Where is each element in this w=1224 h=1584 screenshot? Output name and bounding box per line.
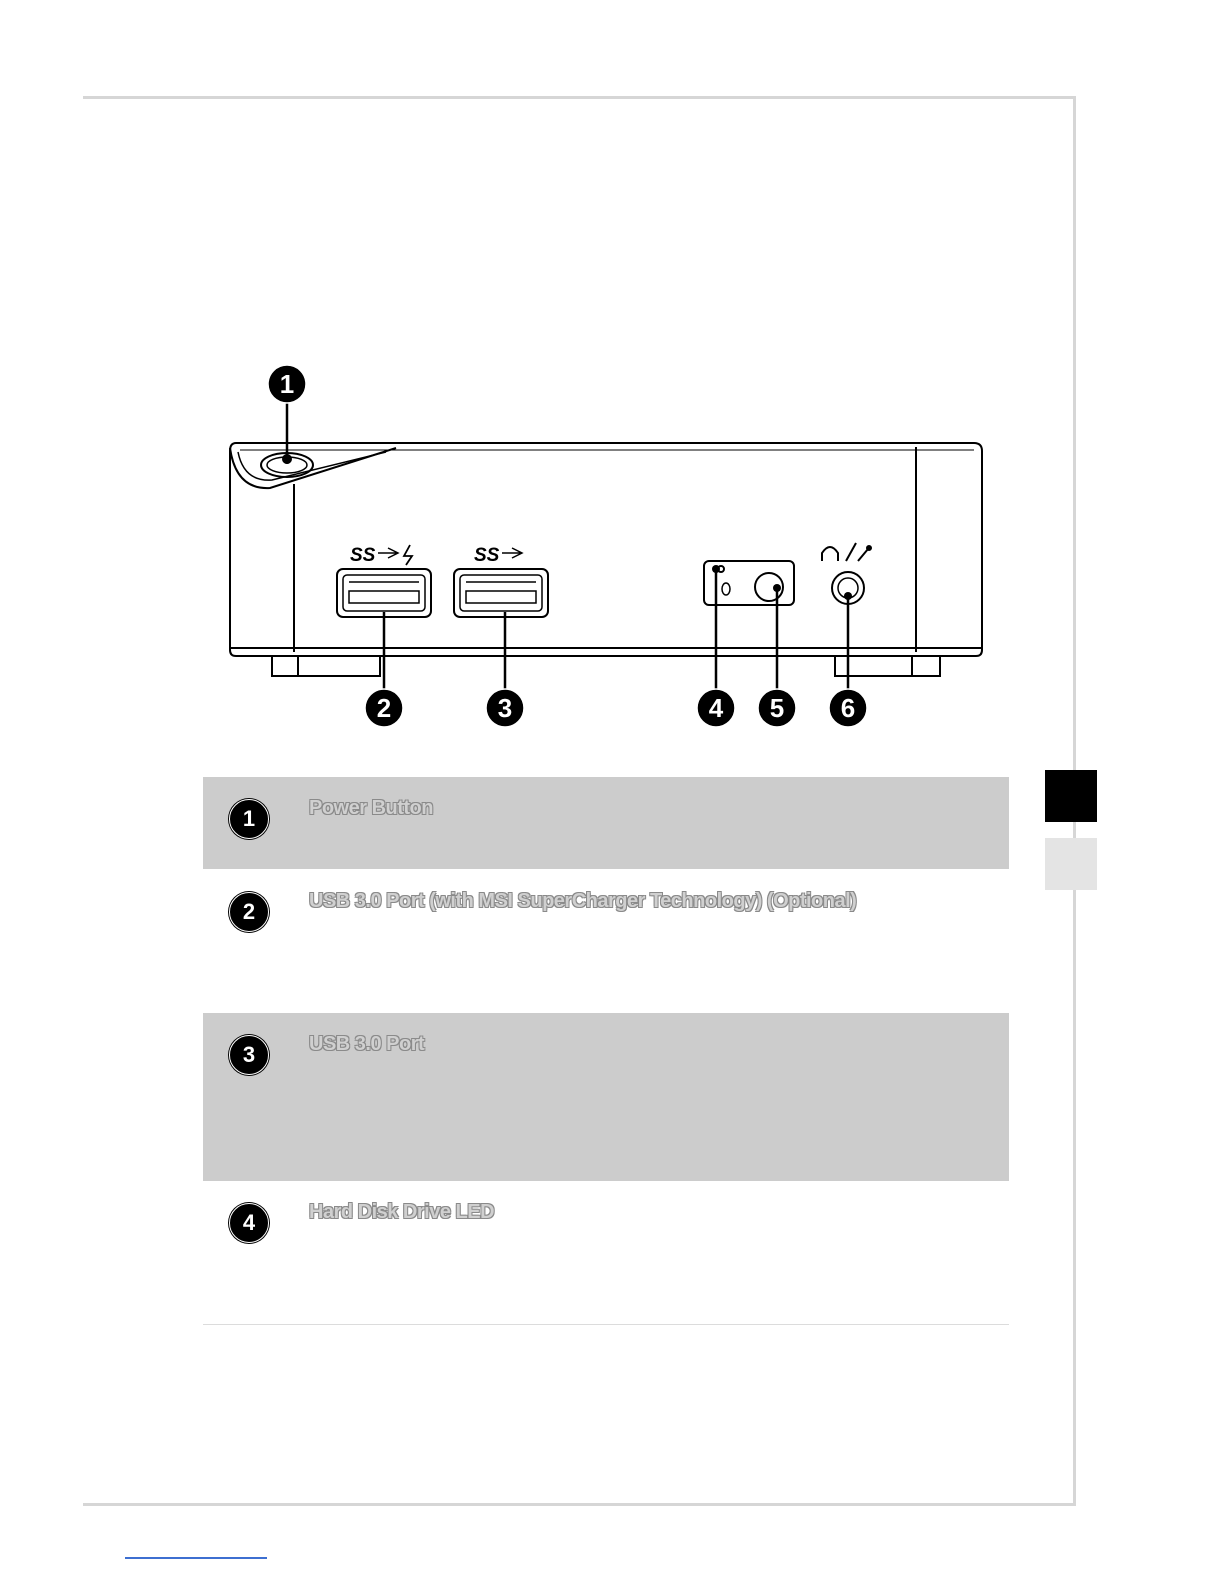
left-foot bbox=[272, 654, 380, 676]
item-badge-4: 4 bbox=[229, 1203, 269, 1243]
callout-2 bbox=[365, 689, 403, 727]
callout-4 bbox=[697, 689, 735, 727]
footer-link-underline bbox=[125, 1557, 267, 1559]
svg-text:SS: SS bbox=[474, 545, 500, 566]
callout-2-label: 2 bbox=[376, 693, 392, 723]
item-title-2: USB 3.0 Port (with MSI SuperCharger Technology) (Optional) bbox=[309, 890, 857, 912]
page-frame-bottom bbox=[83, 1503, 1076, 1506]
item-title-1: Power Button bbox=[309, 797, 433, 819]
right-foot bbox=[835, 654, 940, 676]
item-row-1 bbox=[203, 777, 1009, 869]
table-bottom-rule bbox=[203, 1324, 1009, 1325]
item-badge-1: 1 bbox=[229, 799, 269, 839]
item-title-4: Hard Disk Drive LED bbox=[309, 1201, 495, 1223]
item-row-3 bbox=[203, 1013, 1009, 1181]
chapter-tab-inactive[interactable] bbox=[1045, 838, 1097, 890]
callout-3 bbox=[486, 689, 524, 727]
callout-4-label: 4 bbox=[708, 693, 724, 723]
item-badge-3: 3 bbox=[229, 1035, 269, 1075]
svg-text:SS: SS bbox=[350, 545, 376, 566]
callout-3-label: 3 bbox=[497, 693, 513, 723]
callout-1 bbox=[268, 365, 306, 403]
item-row-4 bbox=[203, 1181, 1009, 1324]
callout-5-label: 5 bbox=[769, 693, 785, 723]
item-row-2 bbox=[203, 869, 1009, 1013]
item-title-3: USB 3.0 Port bbox=[309, 1033, 425, 1055]
callout-6-label: 6 bbox=[840, 693, 856, 723]
front-panel-diagram bbox=[0, 0, 1224, 760]
callout-1-label: 1 bbox=[279, 369, 295, 399]
callout-5 bbox=[758, 689, 796, 727]
chapter-tab-active[interactable] bbox=[1045, 770, 1097, 822]
item-badge-2: 2 bbox=[229, 892, 269, 932]
callout-6 bbox=[829, 689, 867, 727]
